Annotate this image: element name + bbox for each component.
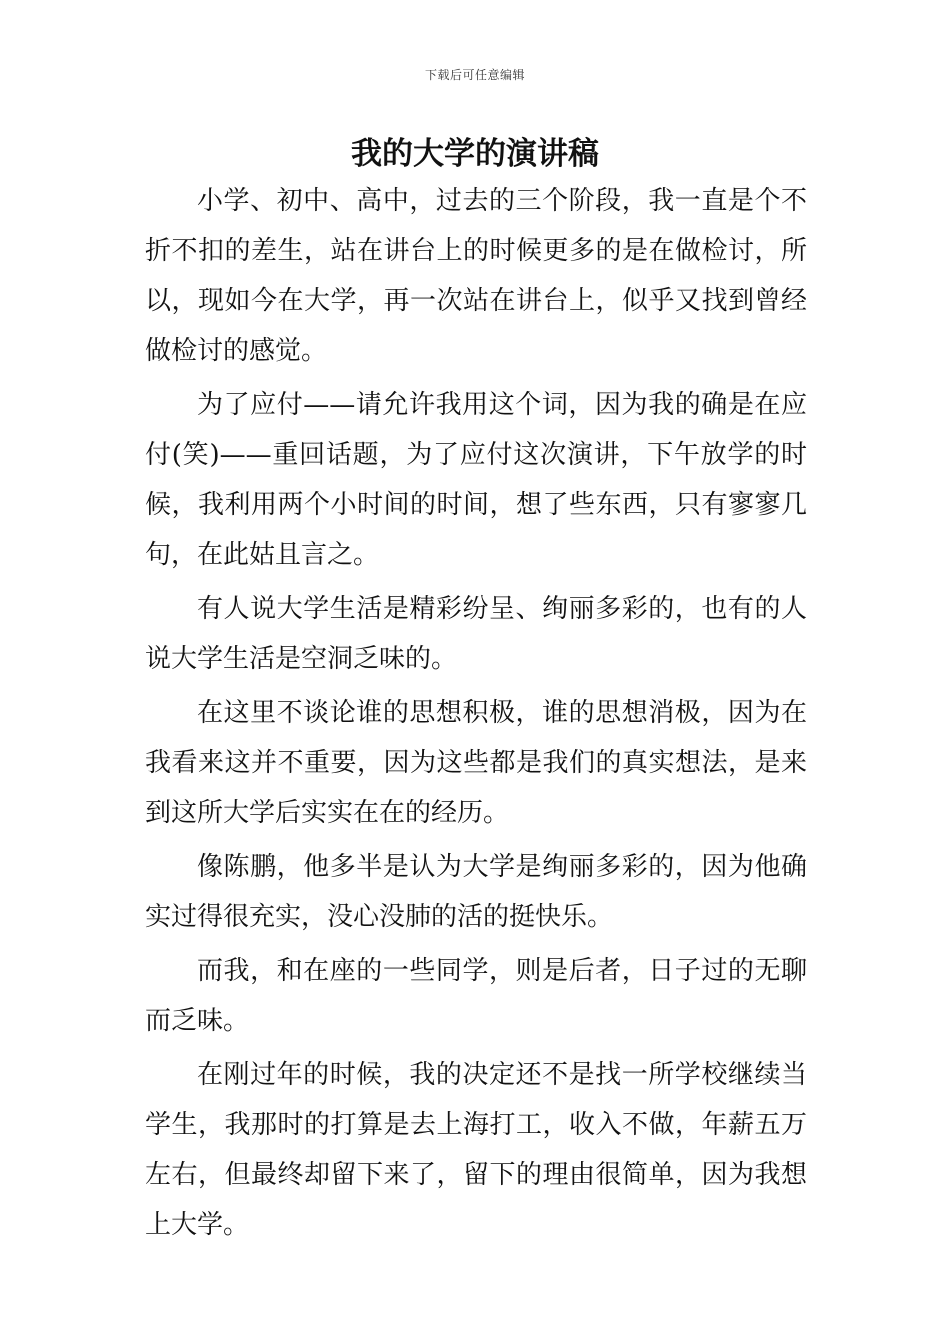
paragraph-5: 像陈鹏，他多半是认为大学是绚丽多彩的，因为他确实过得很充实，没心没肺的活的挺快乐。 bbox=[145, 852, 807, 932]
paragraph-1: 小学、初中、高中，过去的三个阶段，我一直是个不折不扣的差生，站在讲台上的时候更多的是在做检讨，所以，现如今在大学，再一次站在讲台上，似乎又找到曾经做检讨的感觉。 bbox=[145, 186, 807, 366]
paragraph-2: 为了应付——请允许我用这个词，因为我的确是在应付(笑)——重回话题，为了应付这次演讲，下午放学的时候，我利用两个小时间的时间，想了些东西，只有寥寥几句，在此姑且言之。 bbox=[145, 390, 807, 570]
paragraph-4: 在这里不谈论谁的思想积极，谁的思想消极，因为在我看来这并不重要，因为这些都是我们的真实想法，是来到这所大学后实实在在的经历。 bbox=[145, 698, 807, 828]
document-body bbox=[145, 176, 807, 1254]
paragraph-3: 有人说大学生活是精彩纷呈、绚丽多彩的，也有的人说大学生活是空洞乏味的。 bbox=[145, 594, 807, 674]
header-note: 下载后可任意编辑 bbox=[424, 68, 525, 82]
paragraph-7: 在刚过年的时候，我的决定还不是找一所学校继续当学生，我那时的打算是去上海打工，收入不做，年薪五万左右，但最终却留下来了，留下的理由很简单，因为我想上大学。 bbox=[145, 1060, 807, 1240]
document-title: 我的大学的演讲稿 bbox=[351, 136, 599, 172]
paragraph-6: 而我，和在座的一些同学，则是后者，日子过的无聊而乏味。 bbox=[145, 956, 807, 1036]
